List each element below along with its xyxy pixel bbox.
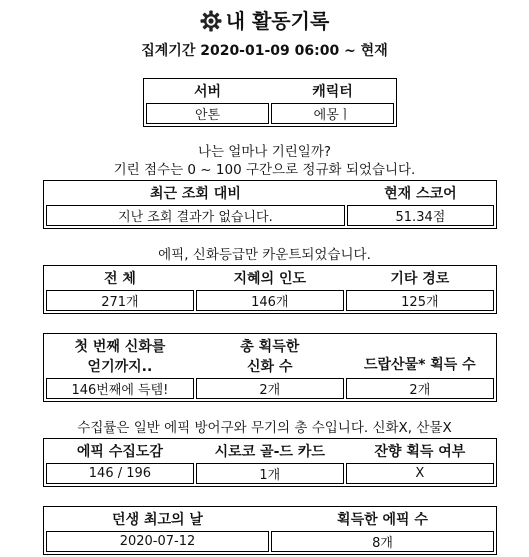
recent-compare-value: 지난 조회 결과가 없습니다. <box>46 205 345 226</box>
first-mythic-label-line1: 첫 번째 신화를 <box>74 339 166 355</box>
recent-compare-label: 최근 조회 대비 <box>149 186 241 202</box>
scent-label: 잔향 획득 여부 <box>374 444 466 460</box>
score-table <box>43 180 497 229</box>
best-day-epic-value: 8개 <box>271 531 494 552</box>
counts-table <box>43 265 497 314</box>
best-day-value: 2020-07-12 <box>46 531 269 552</box>
best-day-epic-label: 획득한 에픽 수 <box>337 512 428 528</box>
mythic-table <box>43 333 497 402</box>
first-mythic-label-line2: 얻기까지.. <box>87 359 153 375</box>
best-day-table <box>43 506 497 555</box>
mythic-acquired-label-line1: 총 획득한 <box>240 339 300 355</box>
mythic-acquired-label <box>196 336 344 376</box>
period-text: 집계기간 2020-01-09 06:00 ~ 현재 <box>141 43 388 59</box>
epic-collection-value: 146 / 196 <box>46 463 194 484</box>
current-score-label: 현재 스코어 <box>384 186 457 202</box>
scent-value: X <box>346 463 494 484</box>
page-title-text: 내 활동기록 <box>225 9 330 33</box>
first-mythic-label <box>46 336 194 376</box>
drop-item-value: 2개 <box>346 378 494 399</box>
intro-question: 나는 얼마나 기린일까? <box>197 144 332 160</box>
collection-table <box>43 438 497 487</box>
best-day-label: 던생 최고의 날 <box>112 512 203 528</box>
total-value: 271개 <box>46 290 194 311</box>
epic-collection-label: 에픽 수집도감 <box>76 444 163 460</box>
server-label: 서버 <box>193 84 222 100</box>
wisdom-label: 지혜의 인도 <box>233 271 307 287</box>
siroco-card-label: 시로코 골-드 카드 <box>214 444 325 460</box>
current-score-value: 51.34점 <box>347 205 494 226</box>
page-title <box>0 8 529 38</box>
gear-icon <box>200 10 222 38</box>
siroco-card-value: 1개 <box>196 463 344 484</box>
counts-note: 에픽, 신화등급만 카운트되었습니다. <box>158 247 371 263</box>
character-label: 캐릭터 <box>312 84 353 100</box>
wisdom-value: 146개 <box>196 290 344 311</box>
total-label: 전 체 <box>103 271 136 287</box>
profile-table <box>143 78 397 127</box>
drop-item-label: 드랍산물* 획득 수 <box>363 357 476 373</box>
other-route-label: 기타 경로 <box>390 271 450 287</box>
server-value: 안톤 <box>146 103 269 124</box>
collection-note: 수집률은 일반 에픽 방어구와 무기의 총 수입니다. 신화X, 산물X <box>77 420 452 436</box>
other-route-value: 125개 <box>346 290 494 311</box>
first-mythic-value: 146번째에 득템! <box>46 378 194 399</box>
mythic-acquired-value: 2개 <box>196 378 344 399</box>
intro-note: 기린 점수는 0 ~ 100 구간으로 정규화 되었습니다. <box>113 162 416 178</box>
character-value: 에몽ㅣ <box>271 103 394 124</box>
mythic-acquired-label-line2: 신화 수 <box>247 359 293 375</box>
